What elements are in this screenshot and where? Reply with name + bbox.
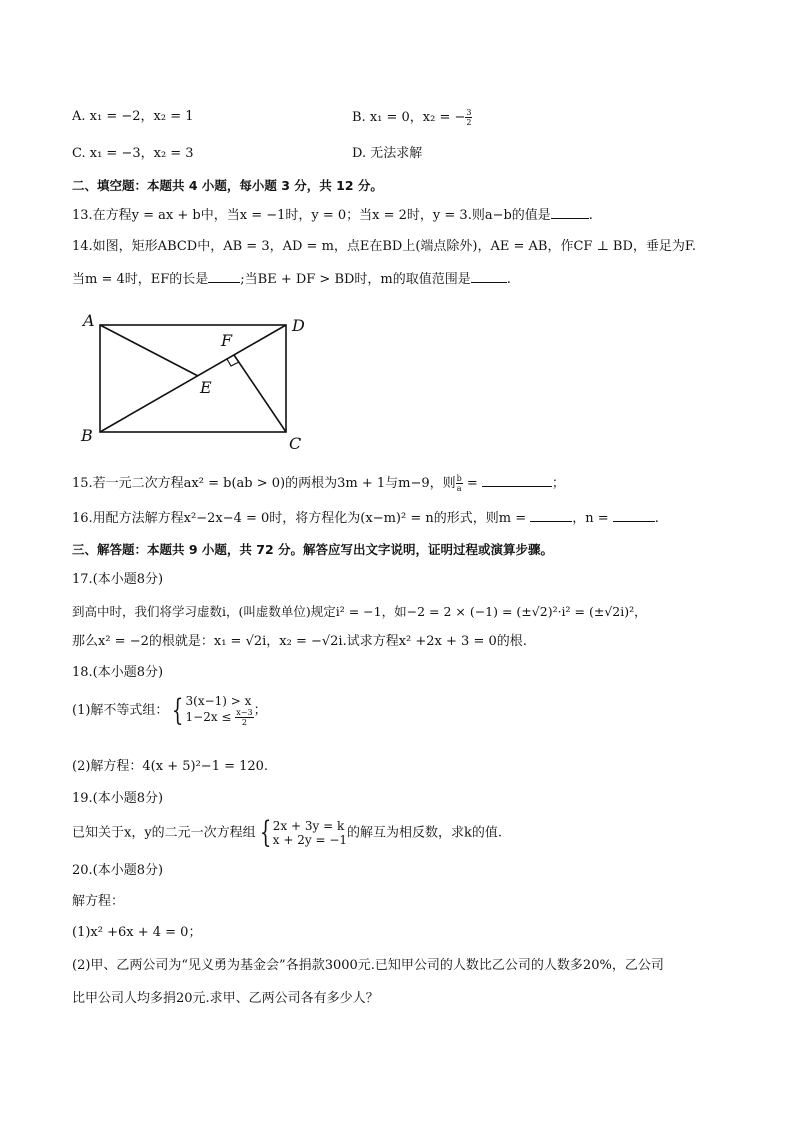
question-20-title: 20.(本小题8分) [72,863,164,878]
question-20-part-2-line-1: (2)甲、乙两公司为“见义勇为基金会”各捐款3000元.已知甲公司的人数比乙公司的人数多20%，乙公司 [72,958,664,973]
q16-m-blank[interactable] [530,509,572,522]
segment-ae [100,325,198,376]
question-17-title: 17.(本小题8分) [72,572,164,587]
question-19-title: 19.(本小题8分) [72,791,164,806]
option-d: D. 无法求解 [352,146,423,161]
q16-n-blank[interactable] [613,509,655,522]
option-b: B. x₁ = 0，x₂ = − $\frac{3}{2}$ [352,108,472,127]
q15-answer-blank[interactable] [482,474,552,487]
question-17-line-1: 到高中时，我们将学习虚数i，(叫虚数单位)规定i² = −1，如−2 = 2 × (−1) = (±√2)²·i² = (±√2i)²， [72,604,647,619]
q15-fraction: $\frac{b}{a}$ [456,474,462,493]
question-14-line-2: 当m = 4时，EF的长是 ;当BE + DF > BD时，m的取值范围是 . [72,272,511,287]
segment-cf [234,355,286,432]
q14-range-blank[interactable] [471,270,507,283]
label-b: B [81,426,93,445]
q14-ef-blank[interactable] [208,270,240,283]
section-2-heading: 二、填空题：本题共 4 小题，每小题 3 分，共 12 分。 [72,178,383,193]
q19-equation-system: 2x + 3y = k x + 2y = −1 [272,819,348,847]
q18-inequality-system: 3(x−1) > x 1−2x ≤ $\frac{x-3}{2}$ [185,694,253,727]
question-20-part-1: (1)x² +6x + 4 = 0； [72,925,202,940]
diagonal-bd [100,325,286,432]
label-c: C [289,434,302,453]
question-17-line-2: 那么x² = −2的根就是：x₁ = √2i，x₂ = −√2i.试求方程x² +2x + 3 = 0的根. [72,634,527,649]
section-3-heading: 三、解答题：本题共 9 小题，共 72 分。解答应写出文字说明，证明过程或演算步骤。 [72,542,554,557]
label-e: E [200,378,212,397]
question-18-title: 18.(本小题8分) [72,665,164,680]
question-19-body: 已知关于x，y的二元一次方程组 { 2x + 3y = k x + 2y = −1 的解互为相反数，求k的值. [72,815,503,850]
q13-answer-blank[interactable] [551,206,589,219]
question-18-part-2: (2)解方程：4(x + 5)²−1 = 120. [72,759,269,774]
question-15: 15.若一元二次方程ax² = b(ab > 0)的两根为3m + 1与m−9，则 $\frac{b}{a}$ = ； [72,474,565,493]
question-13: 13.在方程y = ax + b中，当x = −1时，y = 0；当x = 2时，y = 3.则a−b的值是 . [72,208,593,223]
question-18-part-1: (1)解不等式组： { 3(x−1) > x 1−2x ≤ $\frac{x-3}{2}$ ； [72,692,267,728]
question-16: 16.用配方法解方程x²−2x−4 = 0时，将方程化为(x−m)² = n的形式，则m = ，n = . [72,511,659,526]
option-a: A. x₁ = −2，x₂ = 1 [72,109,194,124]
rectangle-figure [78,308,318,458]
question-14-line-1: 14.如图，矩形ABCD中，AB = 3，AD = m，点E在BD上(端点除外)，AE = AB，作CF ⊥ BD，垂足为F. [72,239,697,254]
question-20-part-2-line-2: 比甲公司人均多捐20元.求甲、乙两公司各有多少人？ [72,991,379,1006]
label-d: D [292,316,305,335]
option-c: C. x₁ = −3，x₂ = 3 [72,146,194,161]
question-20-intro: 解方程： [72,894,125,909]
option-b-fraction: $\frac{3}{2}$ [466,108,472,127]
label-a: A [83,311,95,330]
label-f: F [221,331,233,350]
